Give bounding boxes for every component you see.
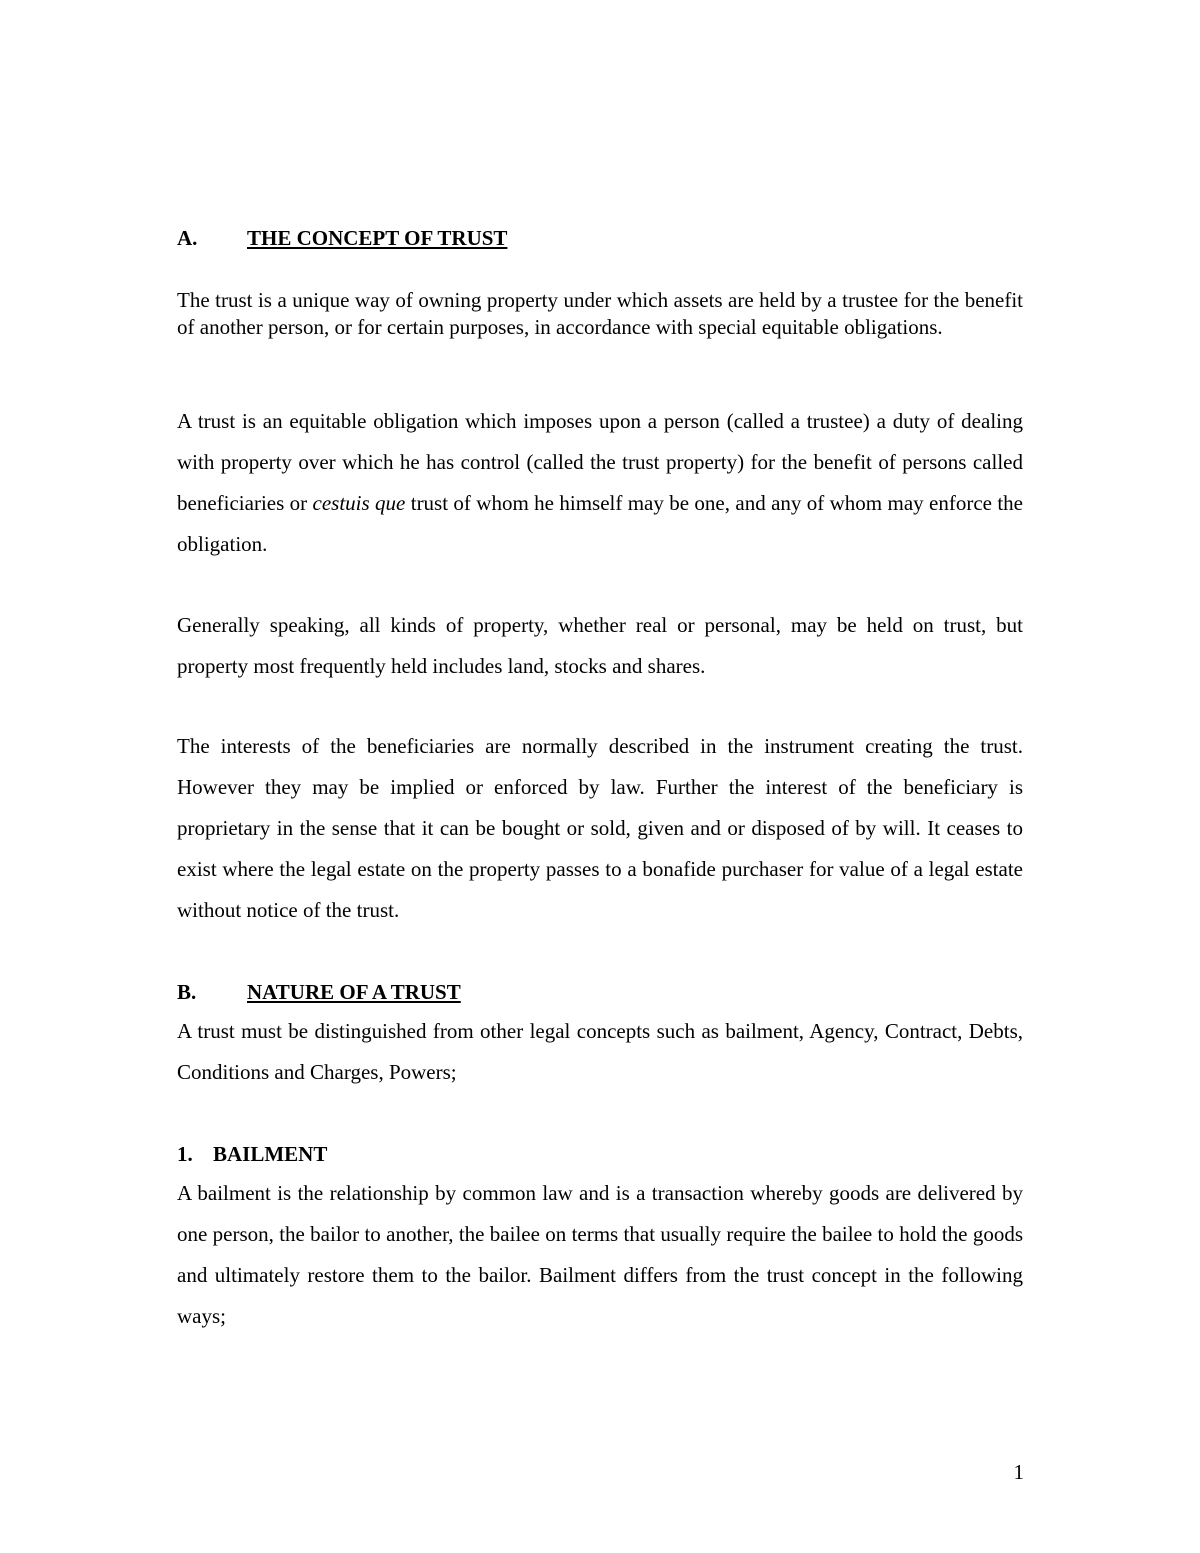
section-a-title: THE CONCEPT OF TRUST xyxy=(247,226,508,250)
section-b-heading xyxy=(177,980,1023,1004)
subsection-bailment-heading xyxy=(177,1142,1023,1166)
section-a-letter: A. xyxy=(177,226,198,250)
paragraph-nature-of-trust: A trust must be distinguished from other legal concepts such as bailment, Agency, Contract, Debts, Conditions and Charges, Powers; xyxy=(177,1019,1023,1084)
cestuis-que-italic: cestuis que xyxy=(312,491,406,515)
section-b-letter: B. xyxy=(177,980,197,1004)
section-a-heading xyxy=(177,226,1023,250)
subsection-title: BAILMENT xyxy=(213,1142,328,1166)
subsection-number: 1. xyxy=(177,1142,193,1166)
paragraph-trust-definition: The trust is a unique way of owning property under which assets are held by a trustee for the benefit of another person, or for certain purposes, in accordance with special equitable obligations. xyxy=(177,288,1023,339)
paragraph-equitable-obligation-text-1: A trust is an equitable obligation which imposes upon a person (called a trustee) a duty of dealing with property over which he has control (called the trust property) for the benefit of persons called beneficiaries or xyxy=(177,409,1023,515)
paragraph-bailment: A bailment is the relationship by common law and is a transaction whereby goods are delivered by one person, the bailor to another, the bailee on terms that usually require the bailee to hold the goods and ultimately restore them to the bailor. Bailment differs from the trust concept in the following ways; xyxy=(177,1181,1023,1328)
paragraph-equitable-obligation-text-2: trust of whom he himself may be one, and any of whom may enforce the obligation. xyxy=(177,491,1023,556)
section-b-title: NATURE OF A TRUST xyxy=(247,980,461,1004)
paragraph-kinds-of-property: Generally speaking, all kinds of property, whether real or personal, may be held on trust, but property most frequently held includes land, stocks and shares. xyxy=(177,613,1023,678)
paragraph-equitable-obligation xyxy=(177,401,1023,565)
paragraph-beneficiary-interests: The interests of the beneficiaries are normally described in the instrument creating the trust. However they may be implied or enforced by law. Further the interest of the beneficiary is proprietary in the sense that it can be bought or sold, given and or disposed of by will. It ceases to exist where the legal estate on the property passes to a bonafide purchaser for value of a legal estate without notice of the trust. xyxy=(177,734,1023,922)
page-number: 1 xyxy=(1013,1460,1024,1484)
